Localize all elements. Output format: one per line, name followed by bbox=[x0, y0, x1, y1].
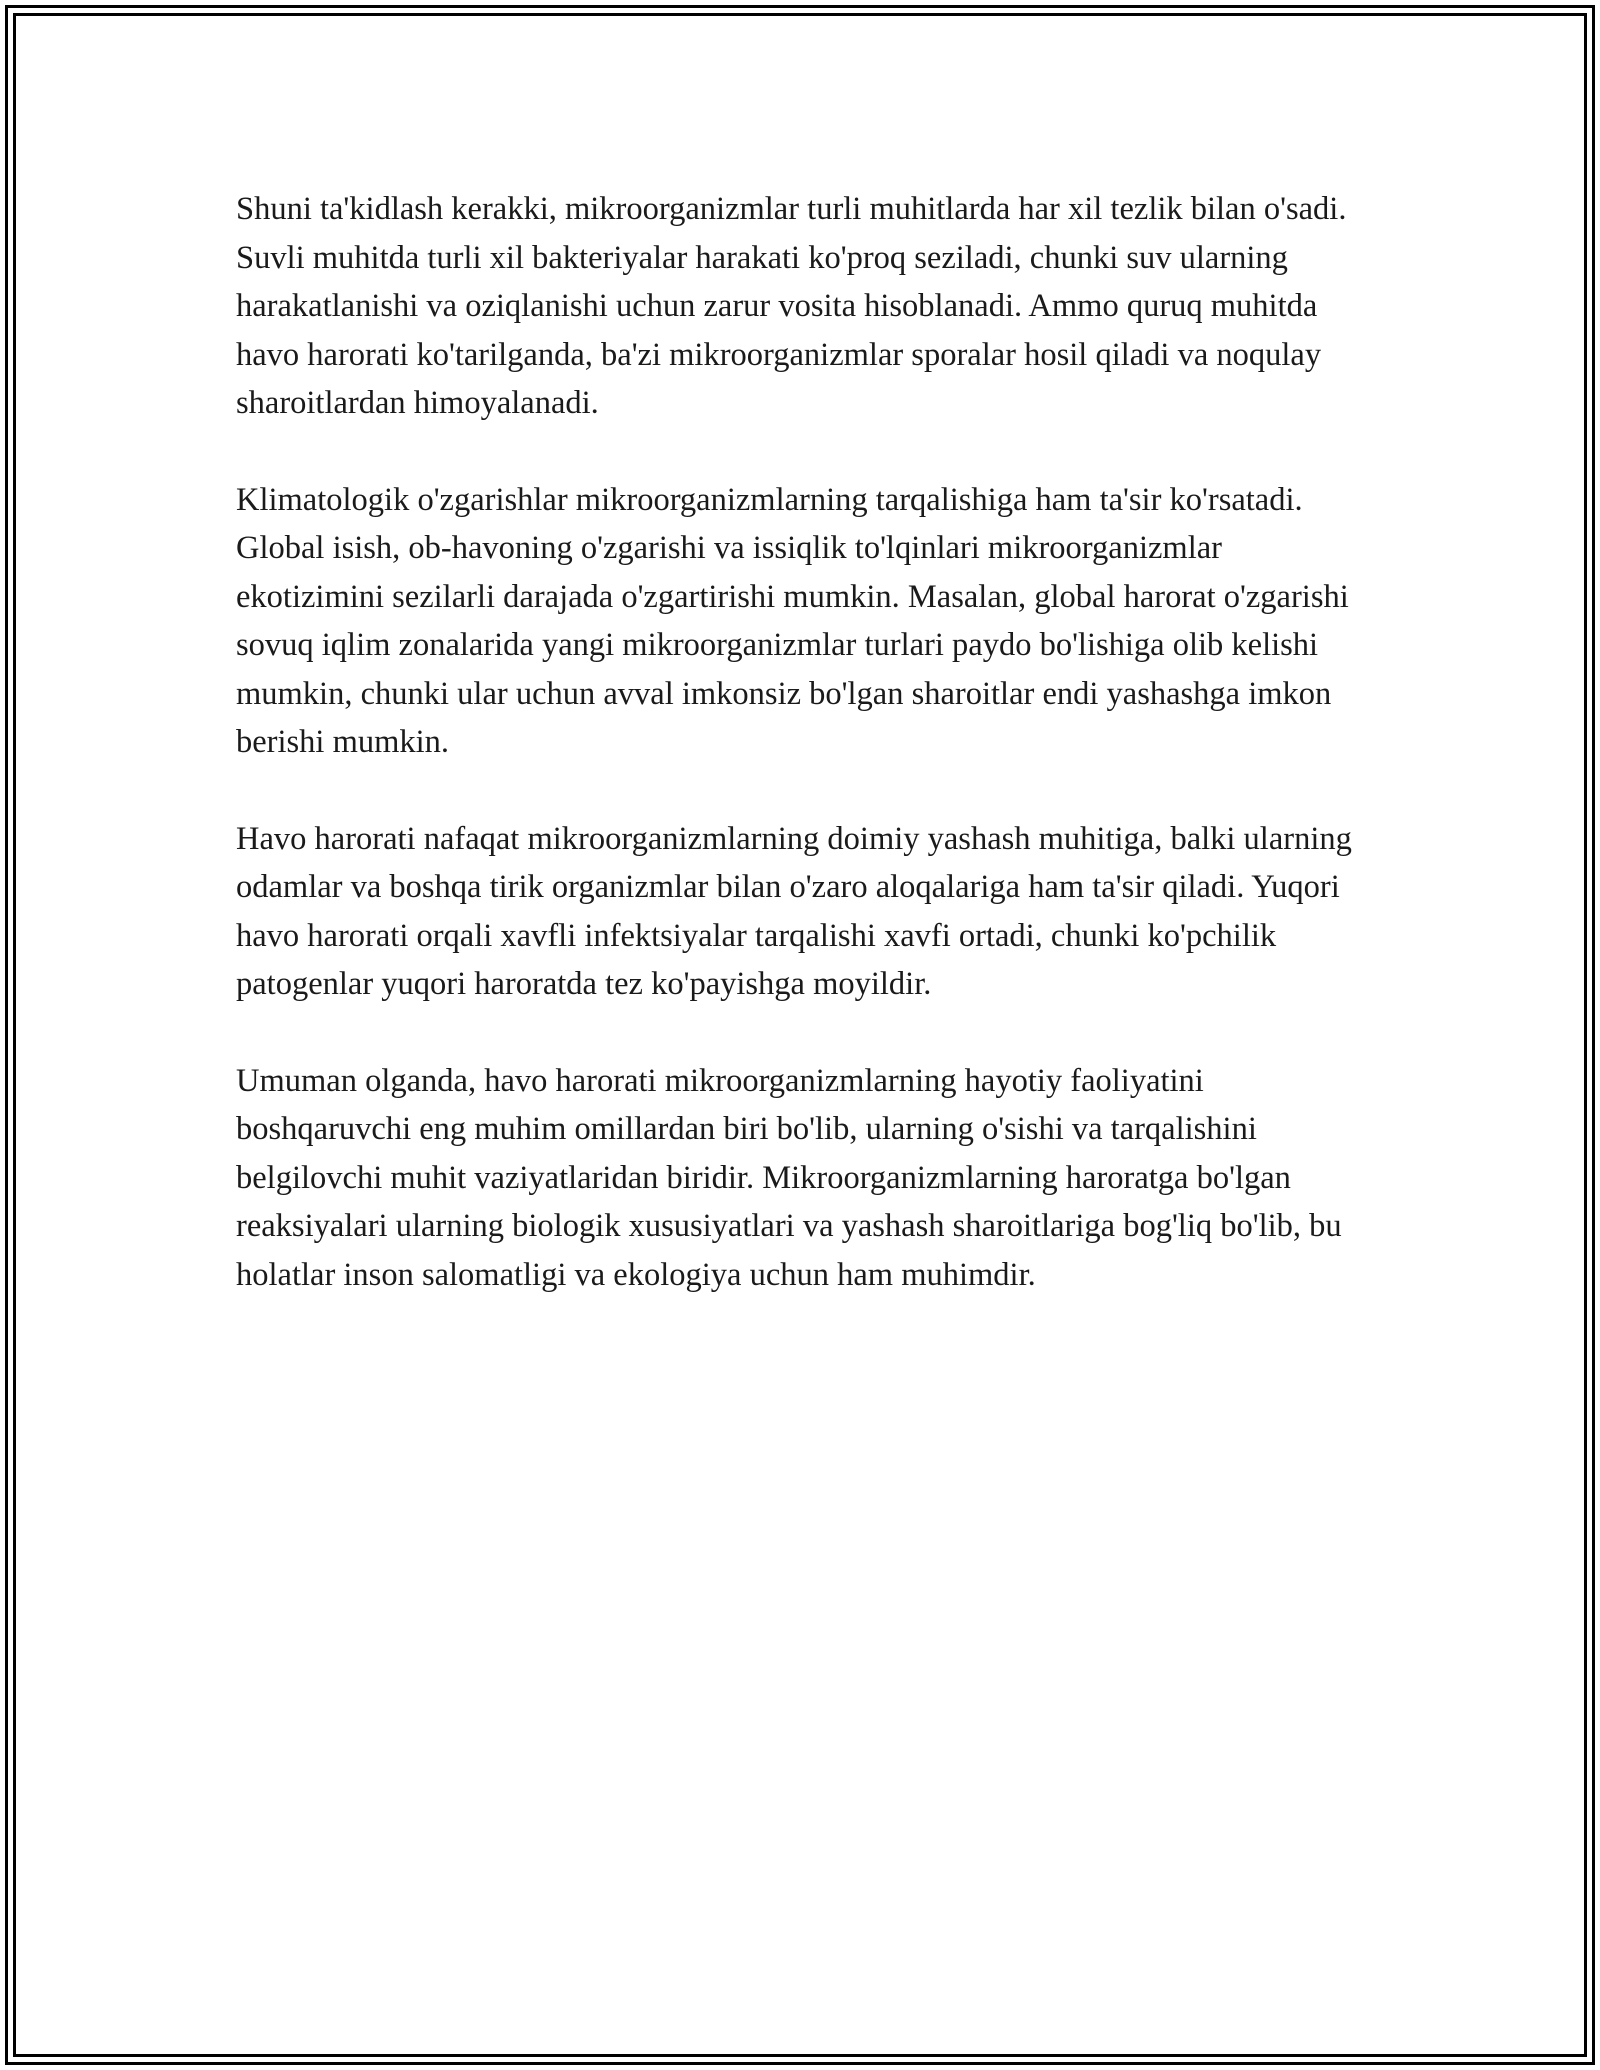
paragraph-1: Shuni ta'kidlash kerakki, mikroorganizmlar turli muhitlarda har xil tezlik bilan o'sadi. Suvli muhitda turli xil bakteriyalar harakati ko'proq seziladi, chunki suv ularning harakatlanishi va oziqlanishi uchun zarur vosita hisoblanadi. Ammo quruq muhitda havo harorati ko'tarilganda, ba'zi mikroorganizmlar sporalar hosil qiladi va noqulay sharoitlardan himoyalanadi. bbox=[236, 191, 1347, 421]
paragraph-2: Klimatologik o'zgarishlar mikroorganizmlarning tarqalishiga ham ta'sir ko'rsatadi. Global isish, ob-havoning o'zgarishi va issiqlik to'lqinlari mikroorganizmlar ekotizimini sezilarli darajada o'zgartirishi mumkin. Masalan, global harorat o'zgarishi sovuq iqlim zonalarida yangi mikroorganizmlar turlari paydo bo'lishiga olib kelishi mumkin, chunki ular uchun avval imkonsiz bo'lgan sharoitlar endi yashashga imkon berishi mumkin. bbox=[236, 481, 1349, 760]
document-body bbox=[236, 185, 1376, 1347]
paragraph-3: Havo harorati nafaqat mikroorganizmlarning doimiy yashash muhitiga, balki ularning odamlar va boshqa tirik organizmlar bilan o'zaro aloqalariga ham ta'sir qiladi. Yuqori havo harorati orqali xavfli infektsiyalar tarqalishi xavfi ortadi, chunki ko'pchilik patogenlar yuqori haroratda tez ko'payishga moyildir. bbox=[236, 820, 1352, 1002]
paragraph-4: Umuman olganda, havo harorati mikroorganizmlarning hayotiy faoliyatini boshqaruvchi eng muhim omillardan biri bo'lib, ularning o'sishi va tarqalishini belgilovchi muhit vaziyatlaridan biridir. Mikroorganizmlarning haroratga bo'lgan reaksiyalari ularning biologik xususiyatlari va yashash sharoitlariga bog'liq bo'lib, bu holatlar inson salomatligi va ekologiya uchun ham muhimdir. bbox=[236, 1062, 1342, 1293]
